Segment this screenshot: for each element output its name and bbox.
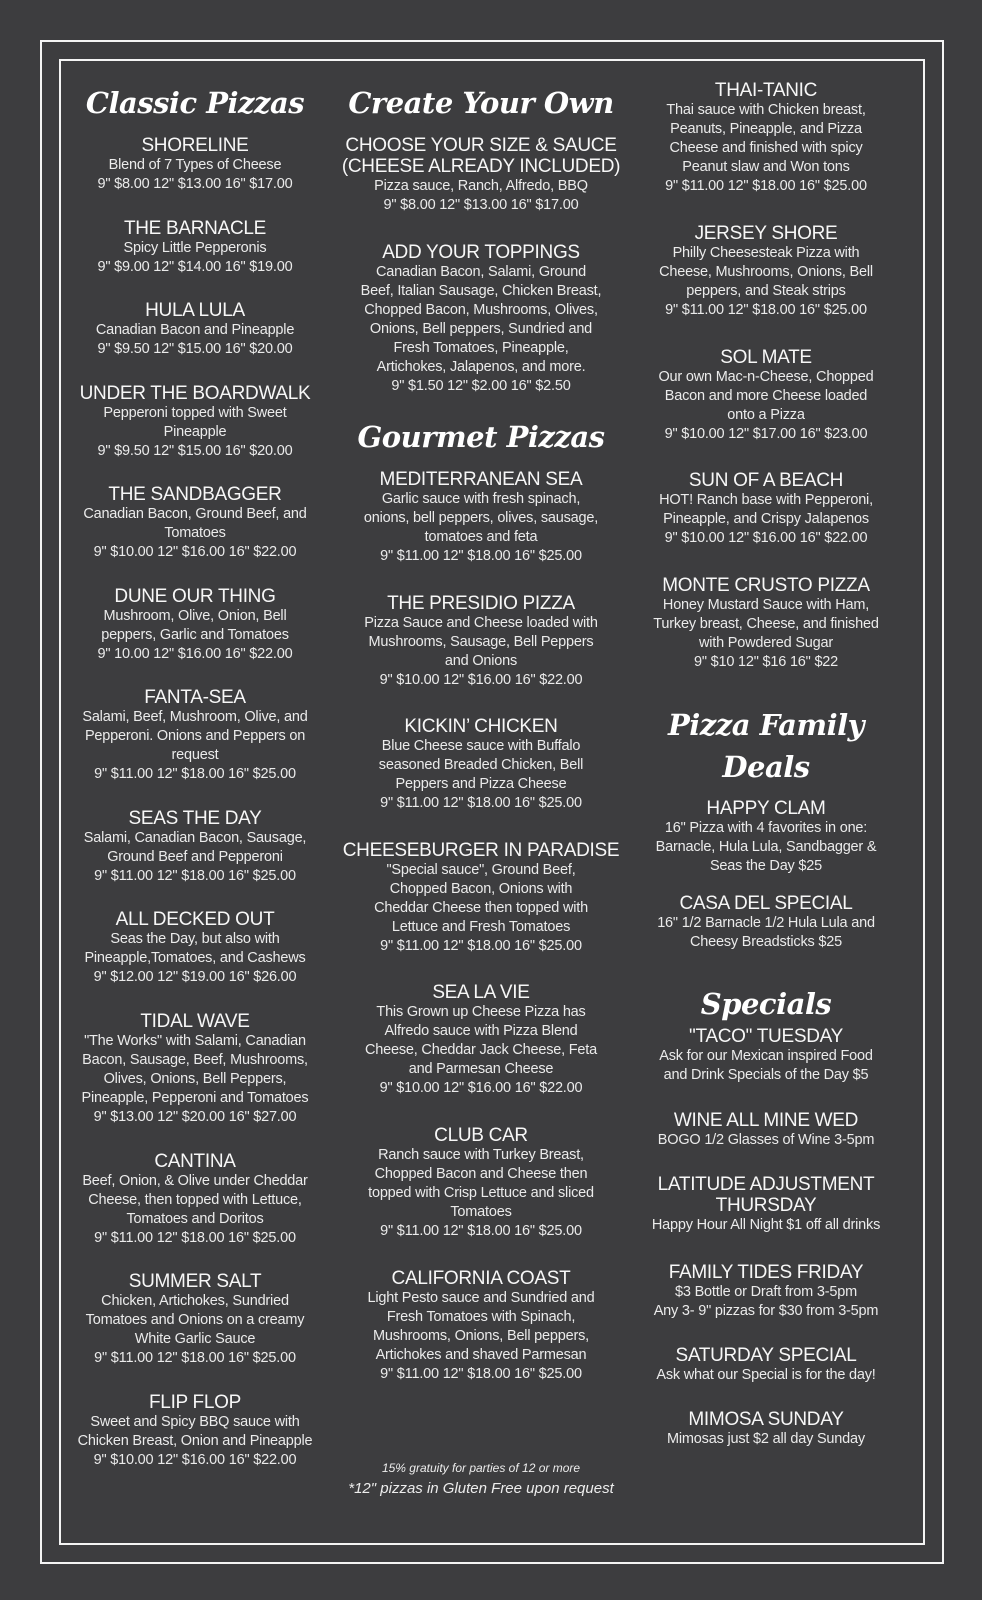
menu-item-shoreline xyxy=(62,135,328,194)
menu-item-cheeseburger-in-paradise xyxy=(340,840,622,956)
menu-item-all-decked-out xyxy=(62,909,328,987)
item-name: UNDER THE BOARDWALK xyxy=(79,383,311,404)
item-desc: Fresh Tomatoes, Pineapple, xyxy=(393,340,569,356)
menu-item-sea-la-vie xyxy=(340,982,622,1098)
item-desc: Chopped Bacon, Onions with xyxy=(389,881,573,897)
menu-item-club-car xyxy=(340,1125,622,1241)
item-desc: Pizza sauce, Ranch, Alfredo, BBQ xyxy=(374,178,588,194)
item-desc: and Parmesan Cheese xyxy=(408,1061,554,1077)
item-price: 9" $10 12" $16 16" $22 xyxy=(693,654,839,670)
item-price: 9" $8.00 12" $13.00 16" $17.00 xyxy=(383,197,579,213)
item-desc: Pineapple, Pepperoni and Tomatoes xyxy=(81,1090,309,1106)
item-desc: Blend of 7 Types of Cheese xyxy=(108,157,282,173)
item-price: 9" $11.00 12" $18.00 16" $25.00 xyxy=(94,868,296,884)
item-name: LATITUDE ADJUSTMENT xyxy=(657,1174,875,1195)
item-desc: Spicy Little Pepperonis xyxy=(123,240,267,256)
item-desc: "Special sauce", Ground Beef, xyxy=(386,862,576,878)
item-name: (CHEESE ALREADY INCLUDED) xyxy=(341,156,621,177)
item-name: "TACO" TUESDAY xyxy=(689,1026,843,1047)
item-desc: Peanuts, Pineapple, and Pizza xyxy=(670,121,862,137)
item-desc: Cheesy Breadsticks $25 xyxy=(690,934,842,950)
menu-item-cantina xyxy=(62,1151,328,1248)
item-desc: Our own Mac-n-Cheese, Chopped xyxy=(658,369,874,385)
item-desc: Cheese, Cheddar Jack Cheese, Feta xyxy=(365,1042,597,1058)
item-desc: Light Pesto sauce and Sundried and xyxy=(367,1290,595,1306)
item-desc: Seas the Day, but also with xyxy=(110,931,280,947)
item-desc: Ask what our Special is for the day! xyxy=(656,1367,876,1383)
menu-item-sol-mate xyxy=(632,347,900,444)
gluten-free-note: *12" pizzas in Gluten Free upon request xyxy=(348,1480,614,1497)
item-desc: Barnacle, Hula Lula, Sandbagger & xyxy=(655,839,877,855)
special-family-tides-friday xyxy=(632,1262,900,1321)
item-name: SOL MATE xyxy=(720,347,812,368)
item-price: 9" $10.00 12" $16.00 16" $22.00 xyxy=(379,672,583,688)
deal-casa-del-special xyxy=(632,893,900,952)
item-name: SUMMER SALT xyxy=(128,1271,262,1292)
item-price: 9" $11.00 12" $18.00 16" $25.00 xyxy=(380,795,582,811)
item-desc: This Grown up Cheese Pizza has xyxy=(376,1004,586,1020)
item-desc: Salami, Beef, Mushroom, Olive, and xyxy=(82,709,308,725)
classic-pizzas-heading: Classic Pizzas xyxy=(85,86,305,120)
item-price: 9" $11.00 12" $18.00 16" $25.00 xyxy=(665,302,867,318)
item-desc: 16" 1/2 Barnacle 1/2 Hula Lula and xyxy=(657,915,875,931)
item-price: 9" $11.00 12" $18.00 16" $25.00 xyxy=(380,1223,582,1239)
item-price: 9" $13.00 12" $20.00 16" $27.00 xyxy=(93,1109,297,1125)
item-price: 9" $1.50 12" $2.00 16" $2.50 xyxy=(391,378,571,394)
item-name: SHORELINE xyxy=(141,135,249,156)
item-price: 9" $11.00 12" $18.00 16" $25.00 xyxy=(94,1230,296,1246)
menu-item-mediterranean-sea xyxy=(340,469,622,566)
item-desc: Ground Beef and Pepperoni xyxy=(107,849,283,865)
item-desc: and Drink Specials of the Day $5 xyxy=(663,1067,869,1083)
item-desc: Ranch sauce with Turkey Breast, xyxy=(378,1147,584,1163)
item-desc: Pineapple,Tomatoes, and Cashews xyxy=(84,950,306,966)
special-mimosa-sunday xyxy=(632,1409,900,1449)
item-desc: Honey Mustard Sauce with Ham, xyxy=(662,597,870,613)
item-desc: Canadian Bacon and Pineapple xyxy=(95,322,295,338)
item-name: DUNE OUR THING xyxy=(114,586,276,607)
item-name: SEA LA VIE xyxy=(432,982,530,1003)
item-desc: Cheese and finished with spicy xyxy=(669,140,863,156)
item-price: 9" $9.50 12" $15.00 16" $20.00 xyxy=(97,443,293,459)
pizza-family-deals-heading-line2: Deals xyxy=(722,750,810,784)
item-desc: Artichokes, Jalapenos, and more. xyxy=(376,359,586,375)
item-desc: Peanut slaw and Won tons xyxy=(682,159,850,175)
item-desc: Pineapple, and Crispy Jalapenos xyxy=(663,511,869,527)
menu-item-choose-size-sauce xyxy=(340,135,622,215)
item-name: ALL DECKED OUT xyxy=(115,909,275,930)
item-desc: Fresh Tomatoes with Spinach, xyxy=(386,1309,576,1325)
special-taco-tuesday xyxy=(632,1026,900,1085)
item-desc: Chicken, Artichokes, Sundried xyxy=(101,1293,289,1309)
item-desc: request xyxy=(171,747,219,763)
item-name: ADD YOUR TOPPINGS xyxy=(382,242,580,263)
item-name: MEDITERRANEAN SEA xyxy=(379,469,583,490)
item-desc: Olives, Onions, Bell Peppers, xyxy=(103,1071,287,1087)
item-price: 9" $11.00 12" $18.00 16" $25.00 xyxy=(380,938,582,954)
item-desc: Philly Cheesesteak Pizza with xyxy=(672,245,860,261)
menu-item-dune-our-thing xyxy=(62,586,328,664)
item-price: 9" $9.00 12" $14.00 16" $19.00 xyxy=(97,259,293,275)
menu-item-seas-the-day xyxy=(62,808,328,886)
item-desc: Cheese, Mushrooms, Onions, Bell xyxy=(659,264,873,280)
menu-item-the-barnacle xyxy=(62,218,328,277)
item-desc: peppers, and Steak strips xyxy=(686,283,846,299)
item-name: SUN OF A BEACH xyxy=(688,470,844,491)
item-price: 9" $10.00 12" $17.00 16" $23.00 xyxy=(664,426,868,442)
item-desc: "The Works" with Salami, Canadian xyxy=(84,1033,306,1049)
item-desc: Mimosas just $2 all day Sunday xyxy=(667,1431,865,1447)
item-price: 9" $10.00 12" $16.00 16" $22.00 xyxy=(93,544,297,560)
item-price: 9" $11.00 12" $18.00 16" $25.00 xyxy=(665,178,867,194)
item-desc: Salami, Canadian Bacon, Sausage, xyxy=(83,830,307,846)
item-desc: $3 Bottle or Draft from 3-5pm xyxy=(675,1284,857,1300)
item-price: 9" $11.00 12" $18.00 16" $25.00 xyxy=(94,1350,296,1366)
item-name: JERSEY SHORE xyxy=(694,223,838,244)
item-desc: Mushrooms, Onions, Bell peppers, xyxy=(372,1328,590,1344)
item-name: KICKIN’ CHICKEN xyxy=(404,716,558,737)
item-desc: Alfredo sauce with Pizza Blend xyxy=(384,1023,578,1039)
menu-item-california-coast xyxy=(340,1268,622,1384)
menu-item-add-your-toppings xyxy=(340,242,622,396)
item-desc: Tomatoes and Doritos xyxy=(126,1211,264,1227)
item-name: CHOOSE YOUR SIZE & SAUCE xyxy=(345,135,617,156)
item-desc: Artichokes and shaved Parmesan xyxy=(375,1347,587,1363)
menu-item-summer-salt xyxy=(62,1271,328,1368)
menu-item-fanta-sea xyxy=(62,687,328,784)
item-desc: BOGO 1/2 Glasses of Wine 3-5pm xyxy=(657,1132,875,1148)
pizza-family-deals-heading-line1: Pizza Family xyxy=(667,708,864,742)
item-desc: Turkey breast, Cheese, and finished xyxy=(653,616,879,632)
item-desc: Canadian Bacon, Salami, Ground xyxy=(375,264,587,280)
item-desc: Happy Hour All Night $1 off all drinks xyxy=(651,1217,881,1233)
special-wine-all-mine-wed xyxy=(632,1110,900,1150)
menu-item-sun-of-a-beach xyxy=(632,470,900,548)
item-name: THAI-TANIC xyxy=(714,80,818,101)
item-desc: Tomatoes xyxy=(164,525,226,541)
special-saturday-special xyxy=(632,1345,900,1385)
item-desc: Beef, Italian Sausage, Chicken Breast, xyxy=(360,283,602,299)
item-name: THURSDAY xyxy=(715,1195,817,1216)
item-name: CASA DEL SPECIAL xyxy=(679,893,853,914)
item-desc: Ask for our Mexican inspired Food xyxy=(659,1048,873,1064)
item-price: 9" $8.00 12" $13.00 16" $17.00 xyxy=(97,176,293,192)
item-desc: Beef, Onion, & Olive under Cheddar xyxy=(82,1173,308,1189)
menu-item-the-presidio-pizza xyxy=(340,593,622,690)
item-desc: White Garlic Sauce xyxy=(134,1331,256,1347)
item-desc: peppers, Garlic and Tomatoes xyxy=(101,627,289,643)
gratuity-note: 15% gratuity for parties of 12 or more xyxy=(381,1461,581,1475)
item-desc: Pepperoni. Onions and Peppers on xyxy=(84,728,306,744)
item-price: 9" $11.00 12" $18.00 16" $25.00 xyxy=(94,766,296,782)
menu-item-monte-crusto-pizza xyxy=(632,575,900,672)
item-name: SATURDAY SPECIAL xyxy=(675,1345,857,1366)
item-desc: Mushroom, Olive, Onion, Bell xyxy=(103,608,287,624)
item-name: FAMILY TIDES FRIDAY xyxy=(668,1262,864,1283)
item-name: TIDAL WAVE xyxy=(140,1011,250,1032)
item-desc: 16" Pizza with 4 favorites in one: xyxy=(664,820,868,836)
item-desc: seasoned Breaded Chicken, Bell xyxy=(378,757,584,773)
item-price: 9" $9.50 12" $15.00 16" $20.00 xyxy=(97,341,293,357)
special-latitude-adjustment-thursday xyxy=(632,1174,900,1235)
item-desc: Bacon, Sausage, Beef, Mushrooms, xyxy=(82,1052,308,1068)
item-desc: Peppers and Pizza Cheese xyxy=(395,776,567,792)
item-name: WINE ALL MINE WED xyxy=(673,1110,859,1131)
item-desc: HOT! Ranch base with Pepperoni, xyxy=(659,492,873,508)
item-price: 9" $12.00 12" $19.00 16" $26.00 xyxy=(93,969,297,985)
item-desc: Canadian Bacon, Ground Beef, and xyxy=(83,506,307,522)
item-desc: Any 3- 9" pizzas for $30 from 3-5pm xyxy=(653,1303,879,1319)
item-desc: topped with Crisp Lettuce and sliced xyxy=(368,1185,594,1201)
item-price: 9" 10.00 12" $16.00 16" $22.00 xyxy=(97,646,293,662)
item-name: FLIP FLOP xyxy=(149,1392,241,1413)
item-desc: and Onions xyxy=(444,653,518,669)
item-desc: Lettuce and Fresh Tomatoes xyxy=(391,919,571,935)
item-price: 9" $11.00 12" $18.00 16" $25.00 xyxy=(380,548,582,564)
item-desc: Bacon and more Cheese loaded xyxy=(664,388,868,404)
item-name: MONTE CRUSTO PIZZA xyxy=(662,575,870,596)
item-desc: Pepperoni topped with Sweet xyxy=(103,405,287,421)
menu-item-under-the-boardwalk xyxy=(62,383,328,461)
item-name: FANTA-SEA xyxy=(144,687,246,708)
menu-item-tidal-wave xyxy=(62,1011,328,1127)
item-desc: with Powdered Sugar xyxy=(698,635,834,651)
item-desc: Blue Cheese sauce with Buffalo xyxy=(381,738,581,754)
item-desc: Pizza Sauce and Cheese loaded with xyxy=(364,615,598,631)
create-your-own-heading: Create Your Own xyxy=(348,86,614,120)
item-desc: Cheese, then topped with Lettuce, xyxy=(88,1192,302,1208)
item-desc: Thai sauce with Chicken breast, xyxy=(666,102,866,118)
item-name: CHEESEBURGER IN PARADISE xyxy=(342,840,620,861)
item-desc: Tomatoes xyxy=(450,1204,512,1220)
item-desc: onions, bell peppers, olives, sausage, xyxy=(363,510,599,526)
gourmet-pizzas-heading: Gourmet Pizzas xyxy=(357,420,605,454)
item-name: CANTINA xyxy=(154,1151,236,1172)
item-name: CLUB CAR xyxy=(434,1125,528,1146)
item-name: THE PRESIDIO PIZZA xyxy=(387,593,575,614)
item-name: CALIFORNIA COAST xyxy=(391,1268,571,1289)
menu-item-flip-flop xyxy=(62,1392,328,1470)
item-name: HAPPY CLAM xyxy=(706,798,826,819)
item-desc: Chicken Breast, Onion and Pineapple xyxy=(77,1433,313,1449)
item-desc: Chopped Bacon, Mushrooms, Olives, xyxy=(364,302,598,318)
item-desc: Tomatoes and Onions on a creamy xyxy=(85,1312,305,1328)
item-name: SEAS THE DAY xyxy=(128,808,262,829)
item-desc: Sweet and Spicy BBQ sauce with xyxy=(90,1414,300,1430)
item-price: 9" $10.00 12" $16.00 16" $22.00 xyxy=(379,1080,583,1096)
item-name: THE SANDBAGGER xyxy=(108,484,282,505)
item-price: 9" $11.00 12" $18.00 16" $25.00 xyxy=(380,1366,582,1382)
item-desc: Chopped Bacon and Cheese then xyxy=(374,1166,588,1182)
item-desc: Garlic sauce with fresh spinach, xyxy=(381,491,581,507)
item-desc: Mushrooms, Sausage, Bell Peppers xyxy=(368,634,594,650)
menu-item-the-sandbagger xyxy=(62,484,328,562)
menu-item-jersey-shore xyxy=(632,223,900,320)
item-desc: Onions, Bell peppers, Sundried and xyxy=(369,321,593,337)
item-desc: onto a Pizza xyxy=(727,407,805,423)
menu-item-kickin-chicken xyxy=(340,716,622,813)
item-name: THE BARNACLE xyxy=(123,218,267,239)
item-desc: Cheddar Cheese then topped with xyxy=(374,900,588,916)
menu-item-hula-lula xyxy=(62,300,328,359)
item-price: 9" $10.00 12" $16.00 16" $22.00 xyxy=(93,1452,297,1468)
item-desc: Seas the Day $25 xyxy=(709,858,823,874)
item-desc: Pineapple xyxy=(163,424,227,440)
item-name: MIMOSA SUNDAY xyxy=(688,1409,844,1430)
specials-heading: Specials xyxy=(700,987,832,1021)
menu-item-thai-tanic xyxy=(632,80,900,196)
item-name: HULA LULA xyxy=(145,300,245,321)
item-price: 9" $10.00 12" $16.00 16" $22.00 xyxy=(664,530,868,546)
item-desc: tomatoes and feta xyxy=(424,529,538,545)
deal-happy-clam xyxy=(632,798,900,876)
